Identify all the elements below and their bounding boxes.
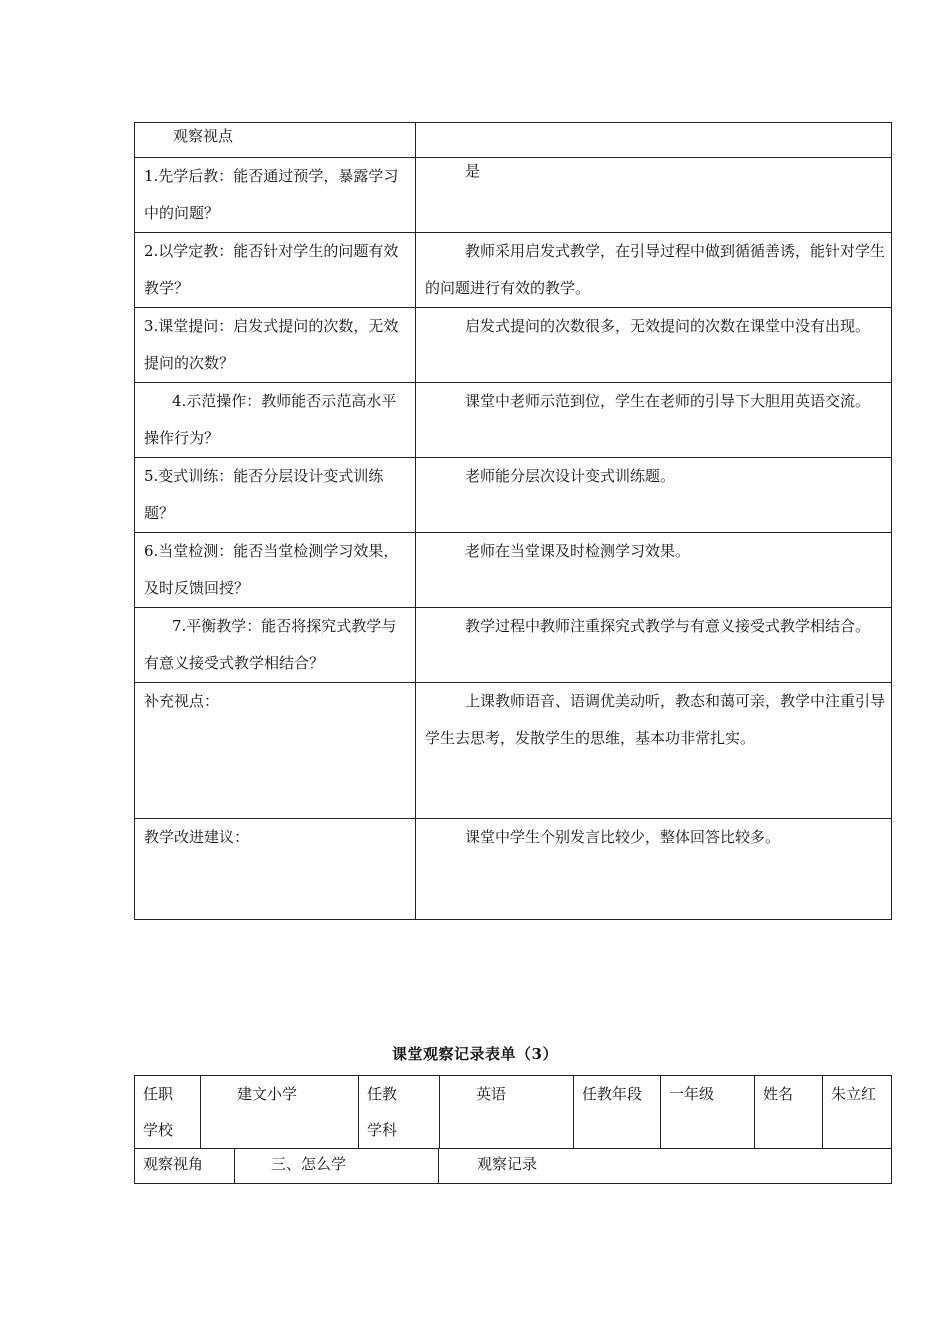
record-label: 观察记录 — [439, 1149, 892, 1184]
table-row — [135, 533, 892, 608]
answer-text: 课堂中老师示范到位，学生在老师的引导下大胆用英语交流。 — [465, 392, 871, 410]
question-text: 7.平衡教学：能否将探究式教学与有意义接受式教学相结合？ — [144, 617, 397, 672]
view-angle-row — [135, 1149, 892, 1184]
supplement-label: 补充视点： — [144, 692, 220, 710]
teacher-info-table — [134, 1075, 892, 1149]
table-row — [135, 608, 892, 683]
question-text: 4.示范操作：教师能否示范高水平操作行为？ — [144, 392, 397, 447]
grade-value: 一年级 — [661, 1076, 755, 1149]
grade-label: 任教年段 — [574, 1076, 661, 1149]
table-header-row — [135, 123, 892, 158]
name-value: 朱立红 — [823, 1076, 892, 1149]
table-row — [135, 308, 892, 383]
view-angle-value: 三、怎么学 — [235, 1149, 439, 1184]
question-text: 5.变式训练：能否分层设计变式训练题？ — [144, 467, 384, 522]
school-label: 任职 学校 — [135, 1076, 201, 1149]
observation-table — [134, 122, 892, 920]
table-row — [135, 458, 892, 533]
record-header — [416, 123, 892, 158]
answer-text: 是 — [465, 162, 481, 180]
table-row — [135, 233, 892, 308]
question-text: 6.当堂检测：能否当堂检测学习效果，及时反馈回授？ — [144, 542, 399, 597]
school-value: 建文小学 — [201, 1076, 359, 1149]
subject-value: 英语 — [440, 1076, 574, 1149]
name-label: 姓名 — [755, 1076, 823, 1149]
supplement-row — [135, 683, 892, 819]
suggestion-answer: 课堂中学生个别发言比较少，整体回答比较多。 — [465, 828, 781, 846]
answer-text: 教学过程中教师注重探究式教学与有意义接受式教学相结合。 — [465, 617, 871, 635]
supplement-answer: 上课教师语音、语调优美动听，教态和蔼可亲，教学中注重引导学生去思考，发散学生的思维，基本功非常扎实。 — [425, 692, 886, 747]
view-angle-label: 观察视角 — [135, 1149, 235, 1184]
subject-label: 任教 学科 — [359, 1076, 440, 1149]
table-row — [135, 158, 892, 233]
info-row — [135, 1076, 892, 1149]
form-title: 课堂观察记录表单（3） — [392, 1045, 558, 1063]
suggestion-label: 教学改进建议： — [144, 828, 250, 846]
question-text: 2.以学定教：能否针对学生的问题有效教学？ — [144, 242, 399, 297]
question-text: 3.课堂提问：启发式提问的次数，无效提问的次数？ — [144, 317, 399, 372]
answer-text: 老师能分层次设计变式训练题。 — [465, 467, 676, 485]
question-text: 1.先学后教：能否通过预学，暴露学习中的问题？ — [144, 167, 399, 222]
suggestion-row — [135, 819, 892, 920]
answer-text: 老师在当堂课及时检测学习效果。 — [465, 542, 691, 560]
viewpoint-header: 观察视点 — [135, 123, 416, 158]
answer-text: 教师采用启发式教学，在引导过程中做到循循善诱，能针对学生的问题进行有效的教学。 — [425, 242, 886, 297]
table-row — [135, 383, 892, 458]
answer-text: 启发式提问的次数很多，无效提问的次数在课堂中没有出现。 — [465, 317, 871, 335]
view-angle-table — [134, 1148, 892, 1184]
